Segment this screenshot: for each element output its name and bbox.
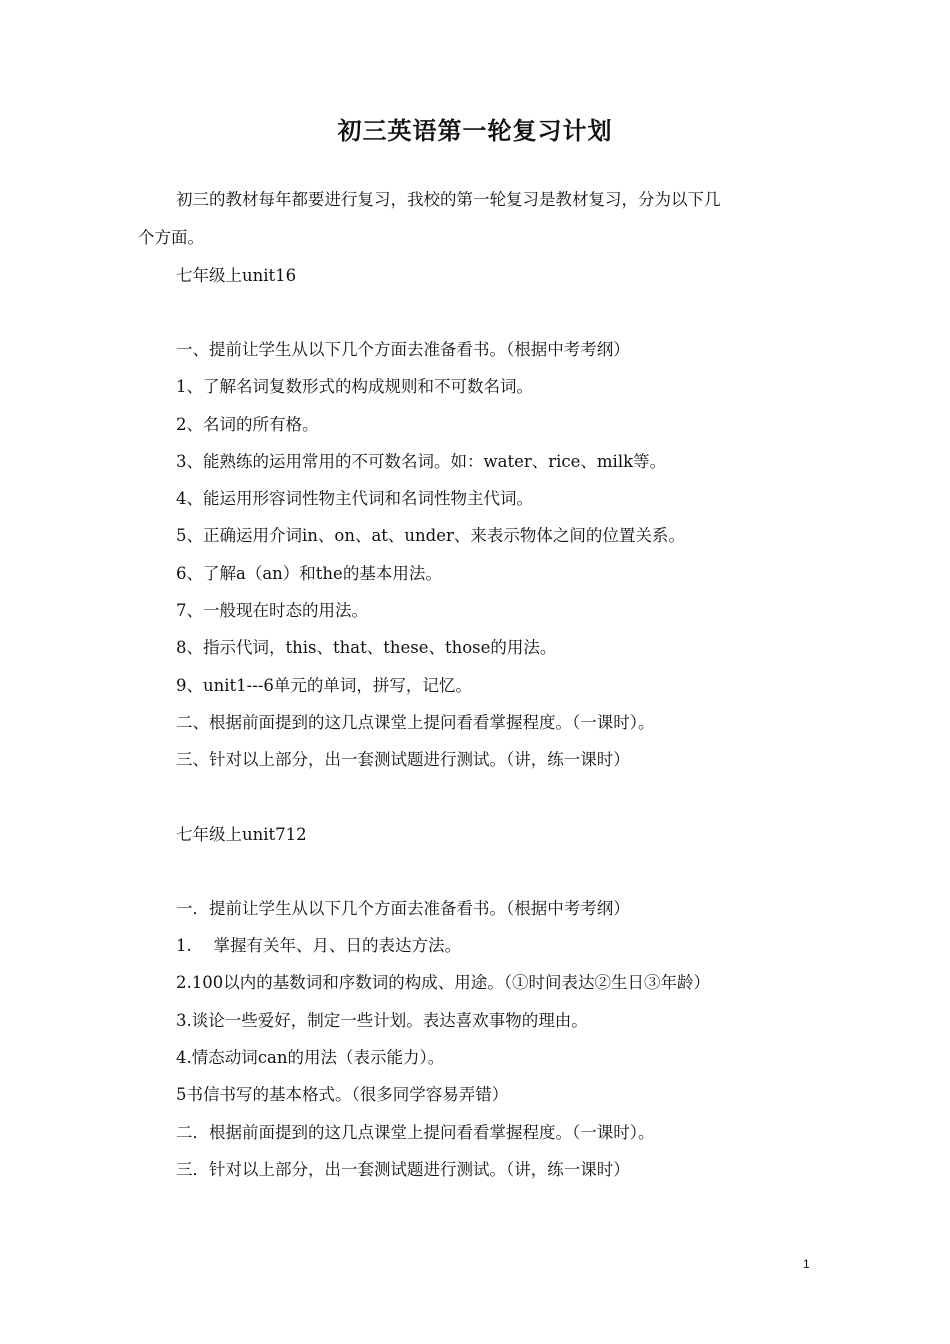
section2-item: 三．针对以上部分，出一套测试题进行测试。（讲，练一课时）: [176, 1160, 630, 1179]
intro-paragraph-line-1: 初三的教材每年都要进行复习，我校的第一轮复习是教材复习，分为以下几: [176, 190, 721, 209]
intro-paragraph-line-2: 个方面。: [138, 228, 204, 247]
section2-heading: 七年级上unit712: [176, 825, 307, 844]
section2-item: 4.情态动词can的用法（表示能力）。: [176, 1048, 445, 1067]
section1-item: 6、了解a（an）和the的基本用法。: [176, 564, 442, 583]
section1-item: 7、一般现在时态的用法。: [176, 601, 368, 620]
section2-item: 1. 掌握有关年、月、日的表达方法。: [176, 936, 461, 955]
section1-item: 9、unit1---6单元的单词，拼写，记忆。: [176, 676, 472, 695]
section1-item: 8、指示代词，this、that、these、those的用法。: [176, 638, 557, 657]
section1-item: 1、了解名词复数形式的构成规则和不可数名词。: [176, 377, 533, 396]
section1-item: 一、提前让学生从以下几个方面去准备看书。（根据中考考纲）: [176, 340, 630, 359]
section1-item: 2、名词的所有格。: [176, 415, 319, 434]
section1-item: 三、针对以上部分，出一套测试题进行测试。（讲，练一课时）: [176, 750, 630, 769]
section1-item: 4、能运用形容词性物主代词和名词性物主代词。: [176, 489, 533, 508]
section2-item: 3.谈论一些爱好，制定一些计划。表达喜欢事物的理由。: [176, 1011, 588, 1030]
document-title: 初三英语第一轮复习计划: [337, 117, 613, 145]
section2-item: 5书信书写的基本格式。（很多同学容易弄错）: [176, 1085, 509, 1104]
section2-item: 一．提前让学生从以下几个方面去准备看书。（根据中考考纲）: [176, 899, 630, 918]
section1-item: 二、根据前面提到的这几点课堂上提问看看掌握程度。（一课时）。: [176, 713, 655, 732]
section2-item: 2.100以内的基数词和序数词的构成、用途。（①时间表达②生日③年龄）: [176, 973, 710, 992]
section1-heading: 七年级上unit16: [176, 266, 297, 285]
page-number: 1: [803, 1257, 810, 1271]
section1-item: 3、能熟练的运用常用的不可数名词。如：water、rice、milk等。: [176, 452, 667, 471]
section2-item: 二．根据前面提到的这几点课堂上提问看看掌握程度。（一课时）。: [176, 1123, 655, 1142]
section1-item: 5、正确运用介词in、on、at、under、来表示物体之间的位置关系。: [176, 526, 685, 545]
